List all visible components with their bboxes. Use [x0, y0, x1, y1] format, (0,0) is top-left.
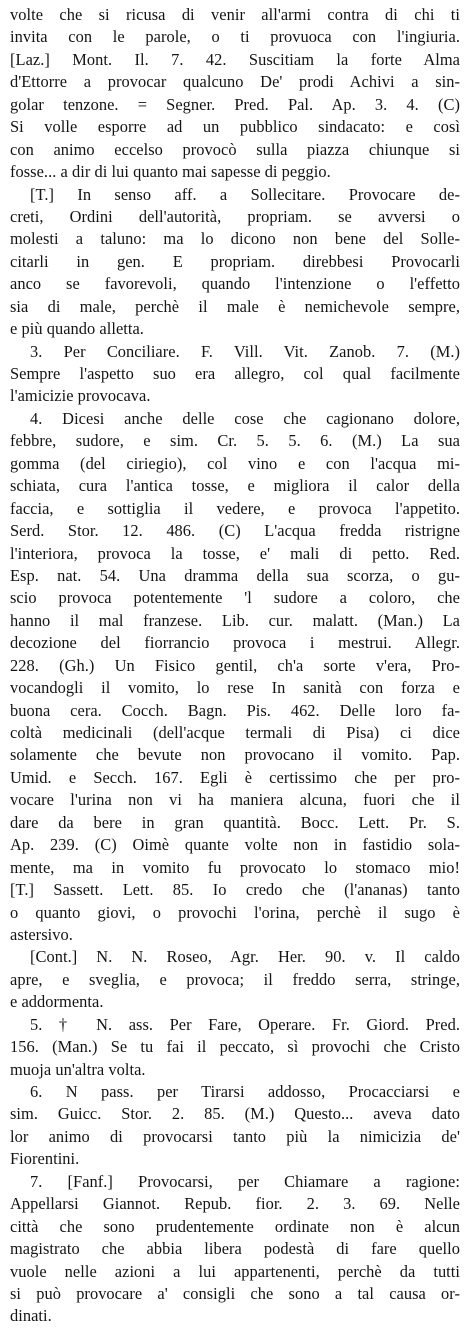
text-line: volte che si ricusa di venir all'armi contra di chi ti [10, 5, 460, 24]
text-line: Sempre l'aspetto suo era allegro, col qual facilmente [10, 364, 460, 383]
text-line: astersivo. [10, 924, 73, 944]
text-line: invita con le parole, o ti provuoca con l'ingiuria. [10, 27, 460, 47]
text-line: Appellarsi Giannot. Repub. fior. 2. 3. 69. Nelle [10, 1194, 460, 1214]
text-line: dinati. [10, 1306, 52, 1326]
text-line: dare da bere in gran quantità. Bocc. Lett. Pr. S. [10, 812, 460, 832]
text-line: lor animo di provocarsi tanto più la nimicizia de' [10, 1126, 460, 1146]
text-line: 4. Dicesi anche delle cose che cagionano dolore, [30, 408, 460, 428]
text-line: fosse... a dir di lui quanto mai sapesse di peggio. [10, 162, 331, 182]
text-line: molesti a taluno: ma lo dicono non bene del Solle- [10, 229, 460, 249]
text-line: sia di male, perchè il male è nemichevole sempre, [10, 296, 460, 316]
text-line: e più quando alletta. [10, 319, 144, 339]
text-line: 6. N pass. per Tirarsi addosso, Procacciarsi e [30, 1082, 460, 1101]
text-line: vuole nelle azioni a lui appartenenti, perchè da tutti [10, 1261, 460, 1281]
text-line: mente, ma in vomito fu provocato lo stomaco mio! [10, 857, 460, 877]
text-line: apre, e sveglia, e provoca; il freddo serra, stringe, [10, 969, 460, 989]
text-line: 3. Per Conciliare. F. Vill. Vit. Zanob. 7. (M.) [30, 341, 460, 361]
text-line: 5. † N. ass. Per Fare, Operare. Fr. Giord. Pred. [30, 1014, 460, 1034]
text-line: hanno il mal franzese. Lib. cur. malatt. (Man.) La [10, 610, 460, 630]
text-line: e addormenta. [10, 992, 104, 1012]
text-line: coltà medicinali (dell'acque termali di Pisa) ci dice [10, 723, 460, 742]
text-line: scio provoca potentemente 'l sudore a coloro, che [10, 588, 460, 608]
text-line: 7. [Fanf.] Provocarsi, per Chiamare a ragione: [30, 1171, 460, 1191]
text-line: schiata, cura l'antica tosse, e migliora il calor della [10, 476, 460, 496]
text-line: 228. (Gh.) Un Fisico gentil, ch'a sorte v'era, Pro- [10, 655, 460, 675]
text-line: città che sono prudentemente ordinate non è alcun [10, 1216, 460, 1236]
text-line: l'interiora, provoca la tosse, e' mali di petto. Red. [10, 543, 460, 563]
text-line: muoja un'altra volta. [10, 1059, 146, 1079]
text-line: Umid. e Secch. 167. Egli è certissimo che per pro- [10, 767, 460, 787]
text-line: vocandogli il vomito, lo rese In sanità con forza e [10, 678, 460, 698]
text-line: decozione del fiorrancio provoca i mestrui. Allegr. [10, 633, 460, 653]
text-line: vocare l'urina non vi ha maniera alcuna, fuori che il [10, 790, 460, 810]
text-line: 156. (Man.) Se tu fai il peccato, sì provochi che Cristo [10, 1037, 460, 1057]
text-line: Esp. nat. 54. Una dramma della sua scorza, o gu- [10, 565, 460, 585]
text-line: Serd. Stor. 12. 486. (C) L'acqua fredda ristrigne [10, 521, 460, 541]
text-line: Si volle esporre ad un pubblico sindacato: e così [10, 117, 460, 137]
text-line: anco se favorevoli, quando l'intenzione o l'effetto [10, 274, 460, 294]
text-line: l'amicizie provocava. [10, 386, 151, 406]
text-line: citarli in gen. E propriam. direbbesi Provocarli [10, 251, 460, 271]
text-line: [T.] Sassett. Lett. 85. Io credo che (l'ananas) tanto [10, 880, 460, 900]
text-line: sim. Guicc. Stor. 2. 85. (M.) Questo... aveva dato [10, 1104, 460, 1124]
text-line: [Laz.] Mont. Il. 7. 42. Suscitiam la forte Alma [10, 49, 460, 69]
text-line: solamente che bevute non provocano il vomito. Pap. [10, 745, 460, 765]
text-line: golar tenzone. = Segner. Pred. Pal. Ap. 3. 4. (C) [10, 94, 460, 114]
text-line: d'Ettorre a provocar qualcuno De' prodi Achivi a sin- [10, 72, 460, 92]
text-line: gomma (del ciriegio), col vino e con l'acqua mi- [10, 453, 460, 473]
text-line: Ap. 239. (C) Oimè quante volte non in fastidio sola- [10, 835, 460, 855]
text-line: creti, Ordini dell'autorità, propriam. se avversi o [10, 206, 460, 226]
text-line: [T.] In senso aff. a Sollecitare. Provocare de- [30, 184, 460, 204]
text-line: faccia, e sottiglia il vedere, e provoca l'appetito. [10, 498, 460, 518]
text-line: [Cont.] N. N. Roseo, Agr. Her. 90. v. Il caldo [30, 947, 460, 967]
text-line: buona cera. Cocch. Bagn. Pis. 462. Delle loro fa- [10, 700, 460, 720]
text-line: con animo eccelso provocò sulla piazza chiunque si [10, 139, 460, 159]
text-line: Fiorentini. [10, 1149, 80, 1169]
text-line: si può provocare a' consigli che sono a tal causa or- [10, 1283, 460, 1303]
text-line: o quanto giovi, o provochi l'orina, perchè il sugo è [10, 902, 460, 922]
text-line: febbre, sudore, e sim. Cr. 5. 5. 6. (M.) La sua [10, 431, 460, 451]
text-line: magistrato che abbia libera podestà di fare quello [10, 1239, 460, 1259]
